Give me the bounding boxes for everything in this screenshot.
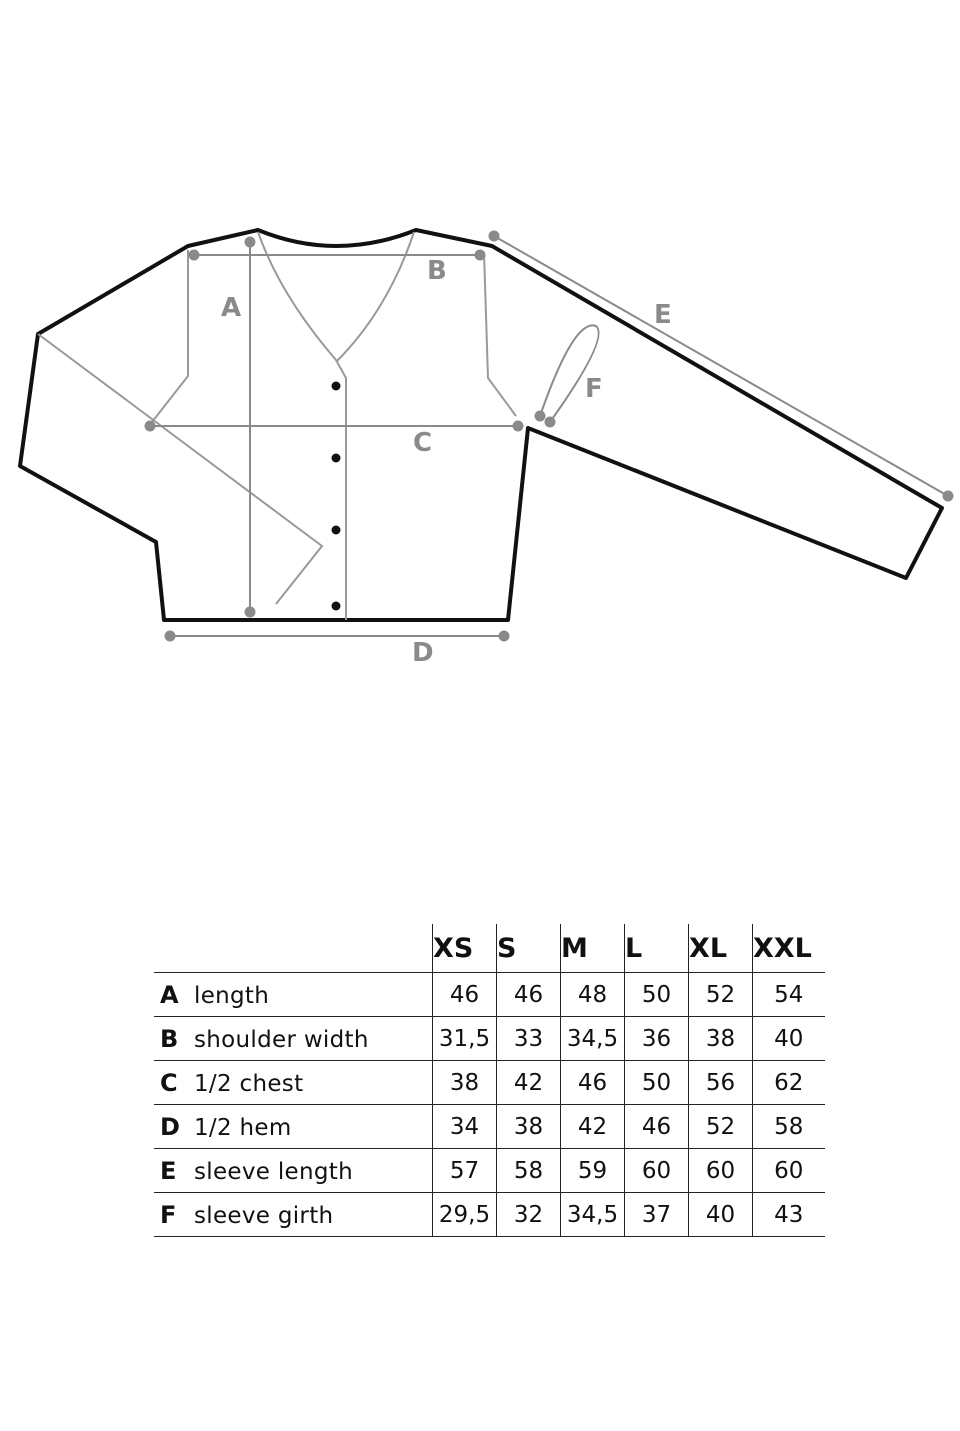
value-cell: 52	[689, 1105, 753, 1149]
value-cell: 57	[433, 1149, 497, 1193]
measure-label-a: A	[221, 293, 242, 323]
value-cell: 60	[753, 1149, 825, 1193]
value-cell: 50	[625, 973, 689, 1017]
size-header-m: M	[561, 924, 625, 973]
value-cell: 62	[753, 1061, 825, 1105]
measure-label-d: D	[412, 638, 434, 668]
measure-label-e: E	[654, 300, 672, 330]
value-cell: 42	[561, 1105, 625, 1149]
measurement-cell	[154, 1105, 433, 1149]
table-row	[154, 1017, 825, 1061]
measurement-letter: D	[160, 1112, 180, 1141]
value-cell: 54	[753, 973, 825, 1017]
size-table	[154, 924, 825, 1237]
table-row	[154, 1193, 825, 1237]
value-cell: 29,5	[433, 1193, 497, 1237]
measurement-name: shoulder width	[194, 1026, 369, 1053]
value-cell: 58	[497, 1149, 561, 1193]
value-cell: 59	[561, 1149, 625, 1193]
value-cell: 56	[689, 1061, 753, 1105]
measure-label-f: F	[585, 374, 603, 404]
value-cell: 52	[689, 973, 753, 1017]
value-cell: 60	[689, 1149, 753, 1193]
value-cell: 38	[497, 1105, 561, 1149]
measurement-letter: C	[160, 1068, 178, 1097]
value-cell: 42	[497, 1061, 561, 1105]
measure-label-c: C	[413, 428, 433, 458]
header-blank	[154, 924, 433, 973]
value-cell: 48	[561, 973, 625, 1017]
value-cell: 37	[625, 1193, 689, 1237]
value-cell: 40	[689, 1193, 753, 1237]
table-row	[154, 1061, 825, 1105]
value-cell: 34,5	[561, 1017, 625, 1061]
measurement-cell	[154, 1017, 433, 1061]
size-header-l: L	[625, 924, 689, 973]
value-cell: 32	[497, 1193, 561, 1237]
measurement-name: sleeve length	[194, 1158, 353, 1185]
value-cell: 40	[753, 1017, 825, 1061]
measurement-name: length	[194, 982, 270, 1009]
measurement-letter: A	[160, 980, 179, 1009]
value-cell: 58	[753, 1105, 825, 1149]
value-cell: 43	[753, 1193, 825, 1237]
value-cell: 31,5	[433, 1017, 497, 1061]
value-cell: 36	[625, 1017, 689, 1061]
size-header-s: S	[497, 924, 561, 973]
value-cell: 60	[625, 1149, 689, 1193]
measurement-cell	[154, 1149, 433, 1193]
value-cell: 50	[625, 1061, 689, 1105]
measurement-cell	[154, 973, 433, 1017]
measurement-letter: B	[160, 1024, 179, 1053]
size-header-xl: XL	[689, 924, 753, 973]
value-cell: 34	[433, 1105, 497, 1149]
measurement-name: sleeve girth	[194, 1202, 334, 1229]
size-header-row	[154, 924, 825, 973]
table-row	[154, 973, 825, 1017]
measurement-letter: E	[160, 1156, 177, 1185]
value-cell: 46	[497, 973, 561, 1017]
value-cell: 34,5	[561, 1193, 625, 1237]
table-row	[154, 1149, 825, 1193]
value-cell: 46	[561, 1061, 625, 1105]
size-header-xxl: XXL	[753, 924, 825, 973]
value-cell: 38	[689, 1017, 753, 1061]
value-cell: 46	[625, 1105, 689, 1149]
measurement-name: 1/2 chest	[194, 1070, 304, 1097]
value-cell: 33	[497, 1017, 561, 1061]
value-cell: 38	[433, 1061, 497, 1105]
measurement-cell	[154, 1061, 433, 1105]
cardigan-buttons	[332, 382, 341, 611]
measure-label-b: B	[427, 256, 447, 286]
measurement-cell	[154, 1193, 433, 1237]
table-row	[154, 1105, 825, 1149]
measurement-name: 1/2 hem	[194, 1114, 292, 1141]
value-cell: 46	[433, 973, 497, 1017]
measurement-letter: F	[160, 1200, 177, 1229]
size-header-xs: XS	[433, 924, 497, 973]
